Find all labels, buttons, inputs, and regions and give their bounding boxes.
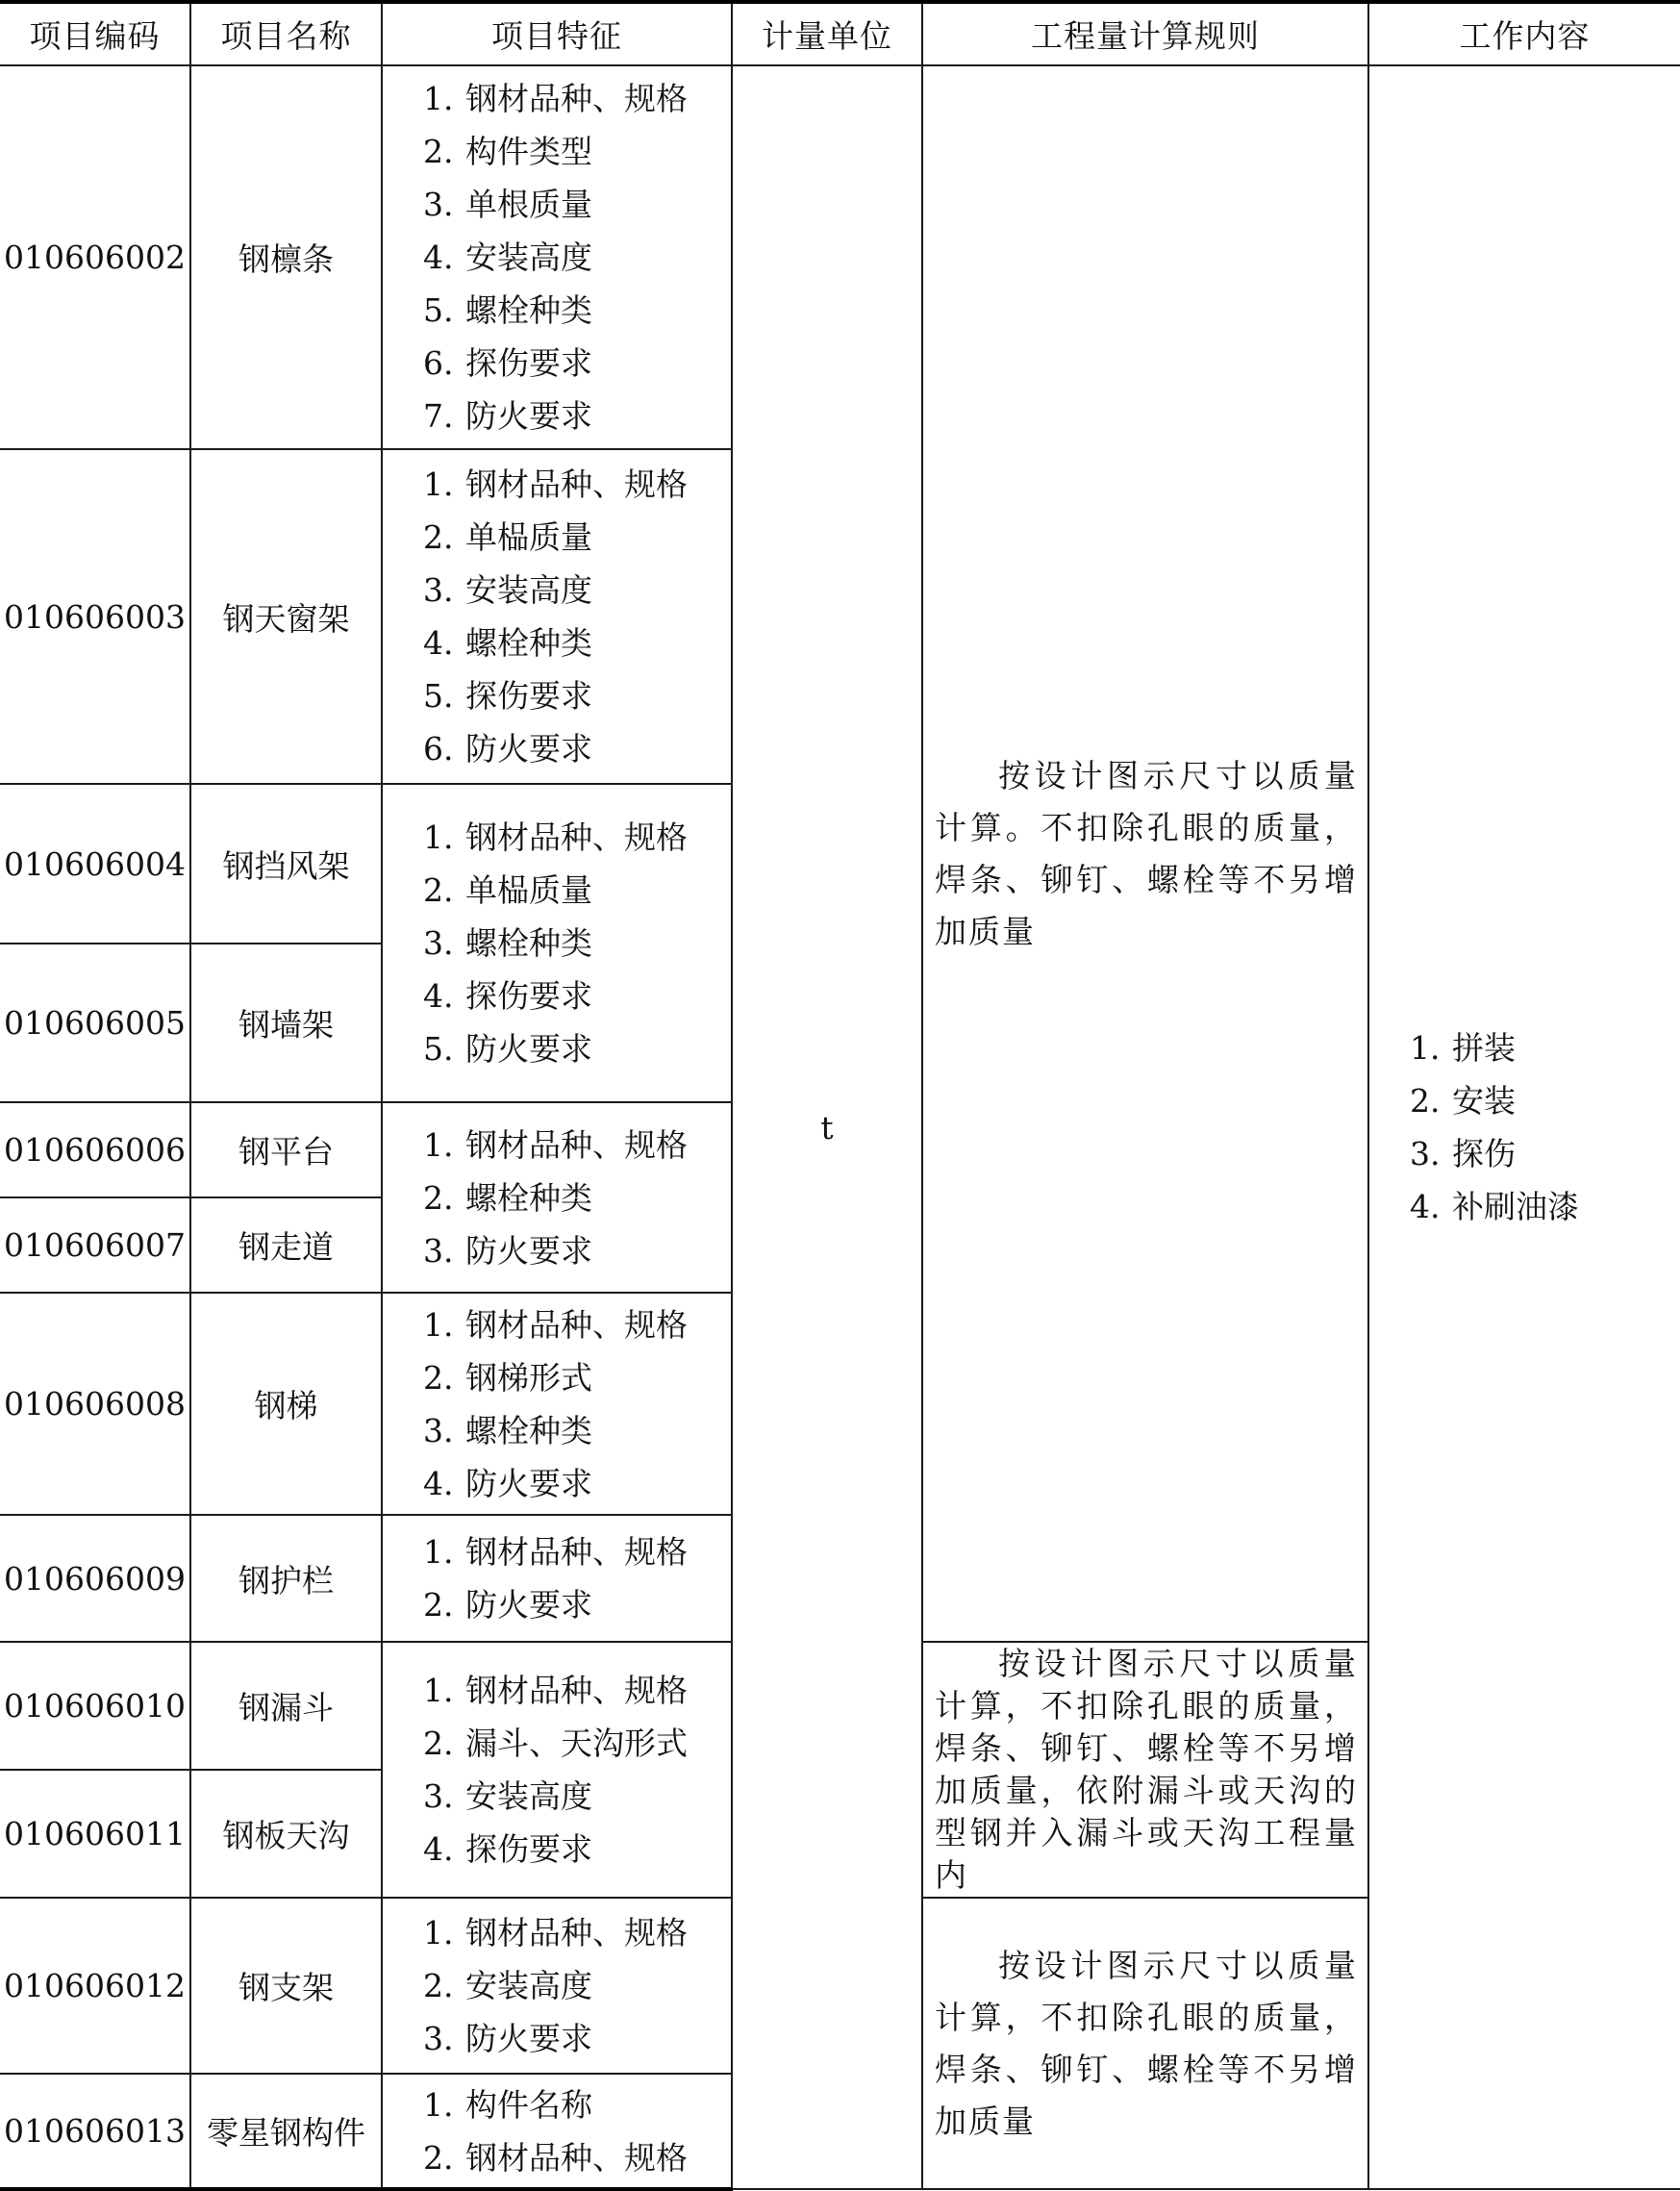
- feature-number: 2.: [423, 133, 454, 170]
- item-features: [382, 1102, 732, 1293]
- feature-number: 6.: [423, 344, 454, 382]
- feature-text: 螺栓种类: [465, 1411, 592, 1449]
- work-text: 拼装: [1452, 1029, 1516, 1067]
- item-code: 010606009: [0, 1515, 190, 1642]
- rule-cell: [922, 1898, 1368, 2189]
- feature-text: 安装高度: [465, 1967, 592, 2004]
- feature-text: 螺栓种类: [465, 1178, 592, 1217]
- feature-number: 3.: [423, 1777, 454, 1815]
- feature-text: 螺栓种类: [465, 291, 592, 329]
- feature-text: 钢材品种、规格: [465, 1533, 688, 1571]
- rule-text: 按设计图示尺寸以质量计算。不扣除孔眼的质量，焊条、铆钉、螺栓等不另增加质量: [935, 756, 1358, 950]
- feature-number: 4.: [423, 1464, 454, 1502]
- feature-number: 2.: [423, 1586, 454, 1624]
- feature-number: 4.: [423, 239, 454, 276]
- feature-text: 构件类型: [465, 133, 592, 170]
- rule-cell: [922, 1642, 1368, 1898]
- item-name: 钢板天沟: [190, 1770, 382, 1898]
- feature-number: 3.: [423, 1231, 454, 1270]
- feature-text: 探伤要求: [465, 977, 592, 1015]
- feature-text: 螺栓种类: [465, 624, 592, 662]
- item-code: 010606005: [0, 944, 190, 1102]
- work-text: 安装: [1452, 1082, 1516, 1120]
- feature-number: 3.: [423, 186, 454, 223]
- feature-text: 安装高度: [465, 1777, 592, 1815]
- item-name: 钢漏斗: [190, 1642, 382, 1770]
- item-code: 010606004: [0, 784, 190, 944]
- header-features: 项目特征: [382, 2, 732, 65]
- feature-number: 1.: [423, 1125, 454, 1164]
- work-number: 3.: [1410, 1135, 1441, 1172]
- feature-text: 探伤要求: [465, 1830, 592, 1868]
- feature-number: 2.: [423, 1725, 454, 1762]
- feature-text: 安装高度: [465, 571, 592, 609]
- feature-number: 3.: [423, 571, 454, 609]
- work-number: 1.: [1410, 1029, 1441, 1067]
- feature-number: 1.: [423, 818, 454, 856]
- feature-text: 探伤要求: [465, 677, 592, 715]
- feature-text: 钢材品种、规格: [465, 1914, 688, 1952]
- work-content-cell: [1368, 65, 1680, 2189]
- feature-text: 防火要求: [465, 1231, 592, 1270]
- item-name: 钢挡风架: [190, 784, 382, 944]
- item-code: 010606010: [0, 1642, 190, 1770]
- header-row: [0, 2, 1680, 65]
- item-name: 钢平台: [190, 1102, 382, 1197]
- item-code: 010606008: [0, 1293, 190, 1515]
- feature-text: 单根质量: [465, 186, 592, 223]
- item-code: 010606012: [0, 1898, 190, 2074]
- feature-text: 探伤要求: [465, 344, 592, 382]
- item-name: 零星钢构件: [190, 2074, 382, 2189]
- feature-text: 钢材品种、规格: [465, 1305, 688, 1344]
- feature-number: 4.: [423, 1830, 454, 1868]
- feature-text: 防火要求: [465, 1464, 592, 1502]
- feature-number: 2.: [423, 1178, 454, 1217]
- item-features: [382, 1642, 732, 1898]
- feature-number: 1.: [423, 1533, 454, 1571]
- feature-text: 钢材品种、规格: [465, 80, 688, 117]
- item-features: [382, 65, 732, 449]
- rule-cell: [922, 65, 1368, 1642]
- item-code: 010606011: [0, 1770, 190, 1898]
- header-rule: 工程量计算规则: [922, 2, 1368, 65]
- item-features: [382, 1515, 732, 1642]
- item-features: [382, 784, 732, 1102]
- feature-text: 螺栓种类: [465, 924, 592, 962]
- item-code: 010606002: [0, 65, 190, 449]
- work-text: 补刷油漆: [1452, 1188, 1579, 1225]
- item-features: [382, 1898, 732, 2074]
- work-number: 4.: [1410, 1188, 1441, 1225]
- feature-text: 钢材品种、规格: [465, 818, 688, 856]
- feature-number: 4.: [423, 624, 454, 662]
- feature-text: 构件名称: [465, 2085, 592, 2124]
- feature-number: 1.: [423, 1914, 454, 1952]
- item-name: 钢护栏: [190, 1515, 382, 1642]
- feature-number: 2.: [423, 518, 454, 556]
- unit-cell: t: [732, 65, 922, 2189]
- feature-number: 1.: [423, 2085, 454, 2124]
- feature-number: 5.: [423, 1030, 454, 1068]
- feature-number: 2.: [423, 2138, 454, 2177]
- feature-number: 5.: [423, 291, 454, 329]
- feature-text: 安装高度: [465, 239, 592, 276]
- feature-text: 防火要求: [465, 397, 592, 435]
- item-features: [382, 1293, 732, 1515]
- feature-text: 防火要求: [465, 2020, 592, 2057]
- header-work: 工作内容: [1368, 2, 1680, 65]
- feature-text: 防火要求: [465, 1030, 592, 1068]
- item-features: [382, 2074, 732, 2189]
- item-code: 010606006: [0, 1102, 190, 1197]
- feature-text: 单榀质量: [465, 518, 592, 556]
- work-text: 探伤: [1452, 1135, 1516, 1172]
- rule-text: 按设计图示尺寸以质量计算，不扣除孔眼的质量，焊条、铆钉、螺栓等不另增加质量: [935, 1946, 1358, 2140]
- table-row: [0, 65, 1680, 449]
- feature-number: 1.: [423, 1305, 454, 1344]
- feature-text: 钢材品种、规格: [465, 2138, 688, 2177]
- feature-text: 漏斗、天沟形式: [465, 1725, 688, 1762]
- feature-text: 钢梯形式: [465, 1358, 592, 1397]
- item-code: 010606007: [0, 1197, 190, 1293]
- header-name: 项目名称: [190, 2, 382, 65]
- feature-number: 5.: [423, 677, 454, 715]
- feature-number: 2.: [423, 1358, 454, 1397]
- feature-number: 7.: [423, 397, 454, 435]
- item-code: 010606003: [0, 449, 190, 784]
- work-number: 2.: [1410, 1082, 1441, 1120]
- feature-number: 3.: [423, 2020, 454, 2057]
- feature-number: 3.: [423, 924, 454, 962]
- feature-number: 2.: [423, 1967, 454, 2004]
- item-name: 钢天窗架: [190, 449, 382, 784]
- feature-number: 1.: [423, 466, 454, 503]
- item-code: 010606013: [0, 2074, 190, 2189]
- feature-text: 单榀质量: [465, 871, 592, 909]
- feature-text: 钢材品种、规格: [465, 1672, 688, 1709]
- feature-number: 4.: [423, 977, 454, 1015]
- feature-text: 钢材品种、规格: [465, 1125, 688, 1164]
- feature-number: 1.: [423, 1672, 454, 1709]
- item-name: 钢檩条: [190, 65, 382, 449]
- feature-number: 1.: [423, 80, 454, 117]
- header-unit: 计量单位: [732, 2, 922, 65]
- feature-text: 防火要求: [465, 1586, 592, 1624]
- item-name: 钢梯: [190, 1293, 382, 1515]
- header-code: 项目编码: [0, 2, 190, 65]
- feature-number: 6.: [423, 730, 454, 768]
- feature-text: 防火要求: [465, 730, 592, 768]
- item-features: [382, 449, 732, 784]
- feature-number: 3.: [423, 1411, 454, 1449]
- item-name: 钢墙架: [190, 944, 382, 1102]
- rule-text: 按设计图示尺寸以质量计算，不扣除孔眼的质量，焊条、铆钉、螺栓等不另增加质量，依附漏斗或天沟的型钢并入漏斗或天沟工程量内: [935, 1645, 1358, 1894]
- item-name: 钢支架: [190, 1898, 382, 2074]
- feature-number: 2.: [423, 871, 454, 909]
- item-name: 钢走道: [190, 1197, 382, 1293]
- feature-text: 钢材品种、规格: [465, 466, 688, 503]
